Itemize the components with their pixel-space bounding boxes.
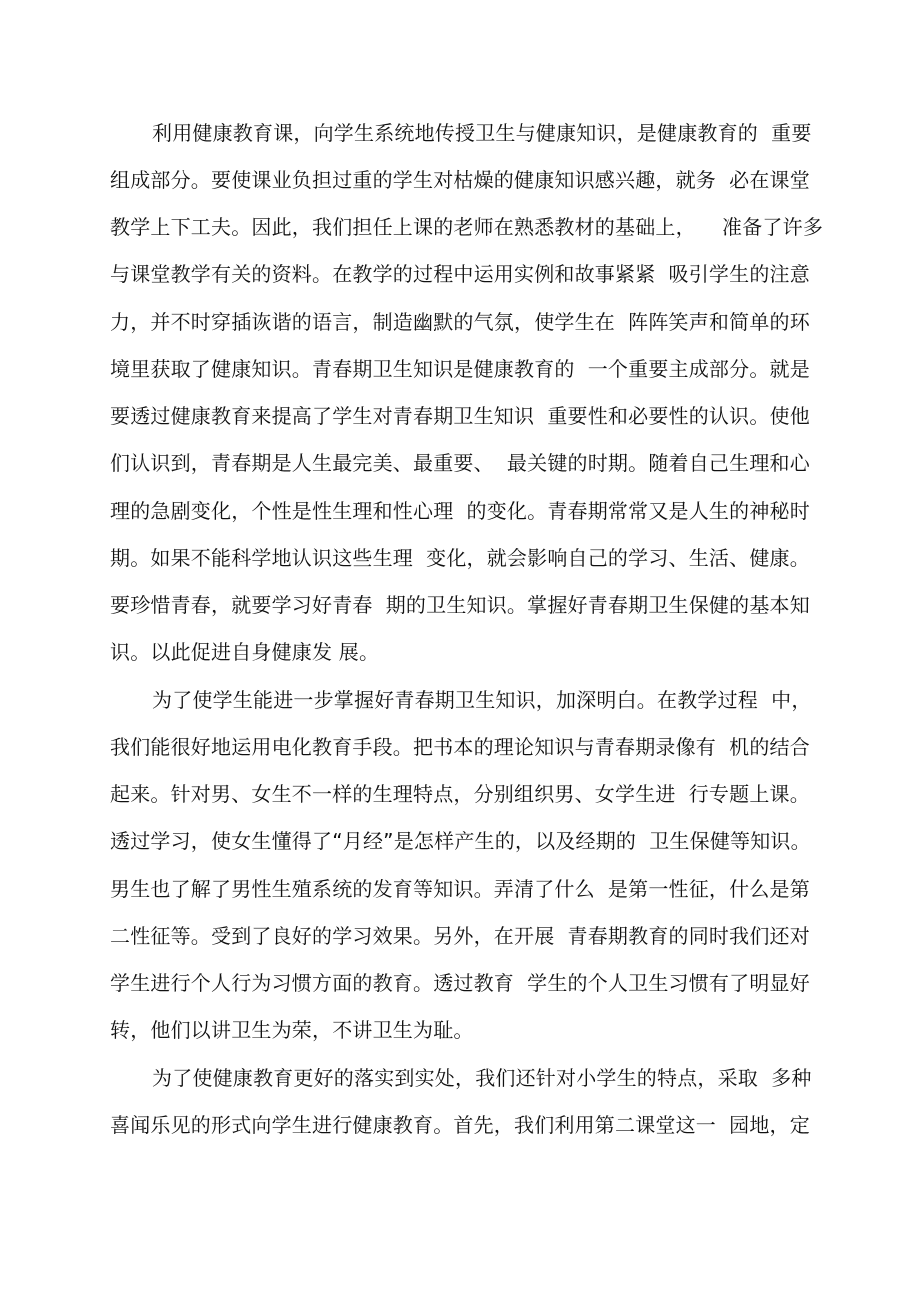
- paragraph-2-line-3: 起来。针对男、女生不一样的生理特点，分别组织男、女学生进 行专题上课。: [110, 782, 810, 806]
- paragraph-1-line-5: 力，并不时穿插诙谐的语言，制造幽默的气氛，使学生在 阵阵笑声和简单的环: [110, 310, 810, 334]
- paragraph-1-line-9: 理的急剧变化，个性是性生理和性心理 的变化。青春期常常又是人生的神秘时: [110, 499, 810, 523]
- paragraph-2-line-5: 男生也了解了男性生殖系统的发育等知识。弄清了什么 是第一性征，什么是第: [110, 877, 810, 901]
- paragraph-1-line-4: 与课堂教学有关的资料。在教学的过程中运用实例和故事紧紧 吸引学生的注意: [110, 262, 810, 286]
- paragraph-1-line-1: 利用健康教育课，向学生系统地传授卫生与健康知识，是健康教育的 重要: [152, 121, 812, 145]
- paragraph-2-line-6: 二性征等。受到了良好的学习效果。另外，在开展 青春期教育的同时我们还对: [110, 924, 810, 948]
- paragraph-1-line-6: 境里获取了健康知识。青春期卫生知识是健康教育的 一个重要主成部分。就是: [110, 357, 810, 381]
- paragraph-1-line-7: 要透过健康教育来提高了学生对青春期卫生知识 重要性和必要性的认识。使他: [110, 404, 810, 428]
- paragraph-2-line-7: 学生进行个人行为习惯方面的教育。透过教育 学生的个人卫生习惯有了明显好: [110, 971, 810, 995]
- paragraph-2-line-2: 我们能很好地运用电化教育手段。把书本的理论知识与青春期录像有 机的结合: [110, 735, 810, 759]
- paragraph-3-line-1: 为了使健康教育更好的落实到实处，我们还针对小学生的特点，采取 多种: [152, 1066, 812, 1090]
- paragraph-1-line-2: 组成部分。要使课业负担过重的学生对枯燥的健康知识感兴趣，就务 必在课堂: [110, 168, 810, 192]
- paragraph-2-line-4: 透过学习，使女生懂得了“月经”是怎样产生的，以及经期的 卫生保健等知识。: [110, 829, 811, 853]
- paragraph-1-line-12: 识。以此促进自身健康发 展。: [110, 640, 380, 664]
- paragraph-1-line-10: 期。如果不能科学地认识这些生理 变化，就会影响自己的学习、生活、健康。: [110, 546, 810, 570]
- paragraph-1-line-3: 教学上下工夫。因此，我们担任上课的老师在熟悉教材的基础上， 准备了许多: [110, 215, 824, 239]
- paragraph-3-line-2: 喜闻乐见的形式向学生进行健康教育。首先，我们利用第二课堂这一 园地，定: [110, 1113, 810, 1137]
- paragraph-2-line-8: 转，他们以讲卫生为荣，不讲卫生为耻。: [110, 1018, 474, 1042]
- paragraph-1-line-11: 要珍惜青春，就要学习好青春 期的卫生知识。掌握好青春期卫生保健的基本知: [110, 593, 810, 617]
- paragraph-1-line-8: 们认识到，青春期是人生最完美、最重要、 最关键的时期。随着自己生理和心: [110, 451, 810, 475]
- paragraph-2-line-1: 为了使学生能进一步掌握好青春期卫生知识，加深明白。在教学过程 中，: [152, 688, 812, 712]
